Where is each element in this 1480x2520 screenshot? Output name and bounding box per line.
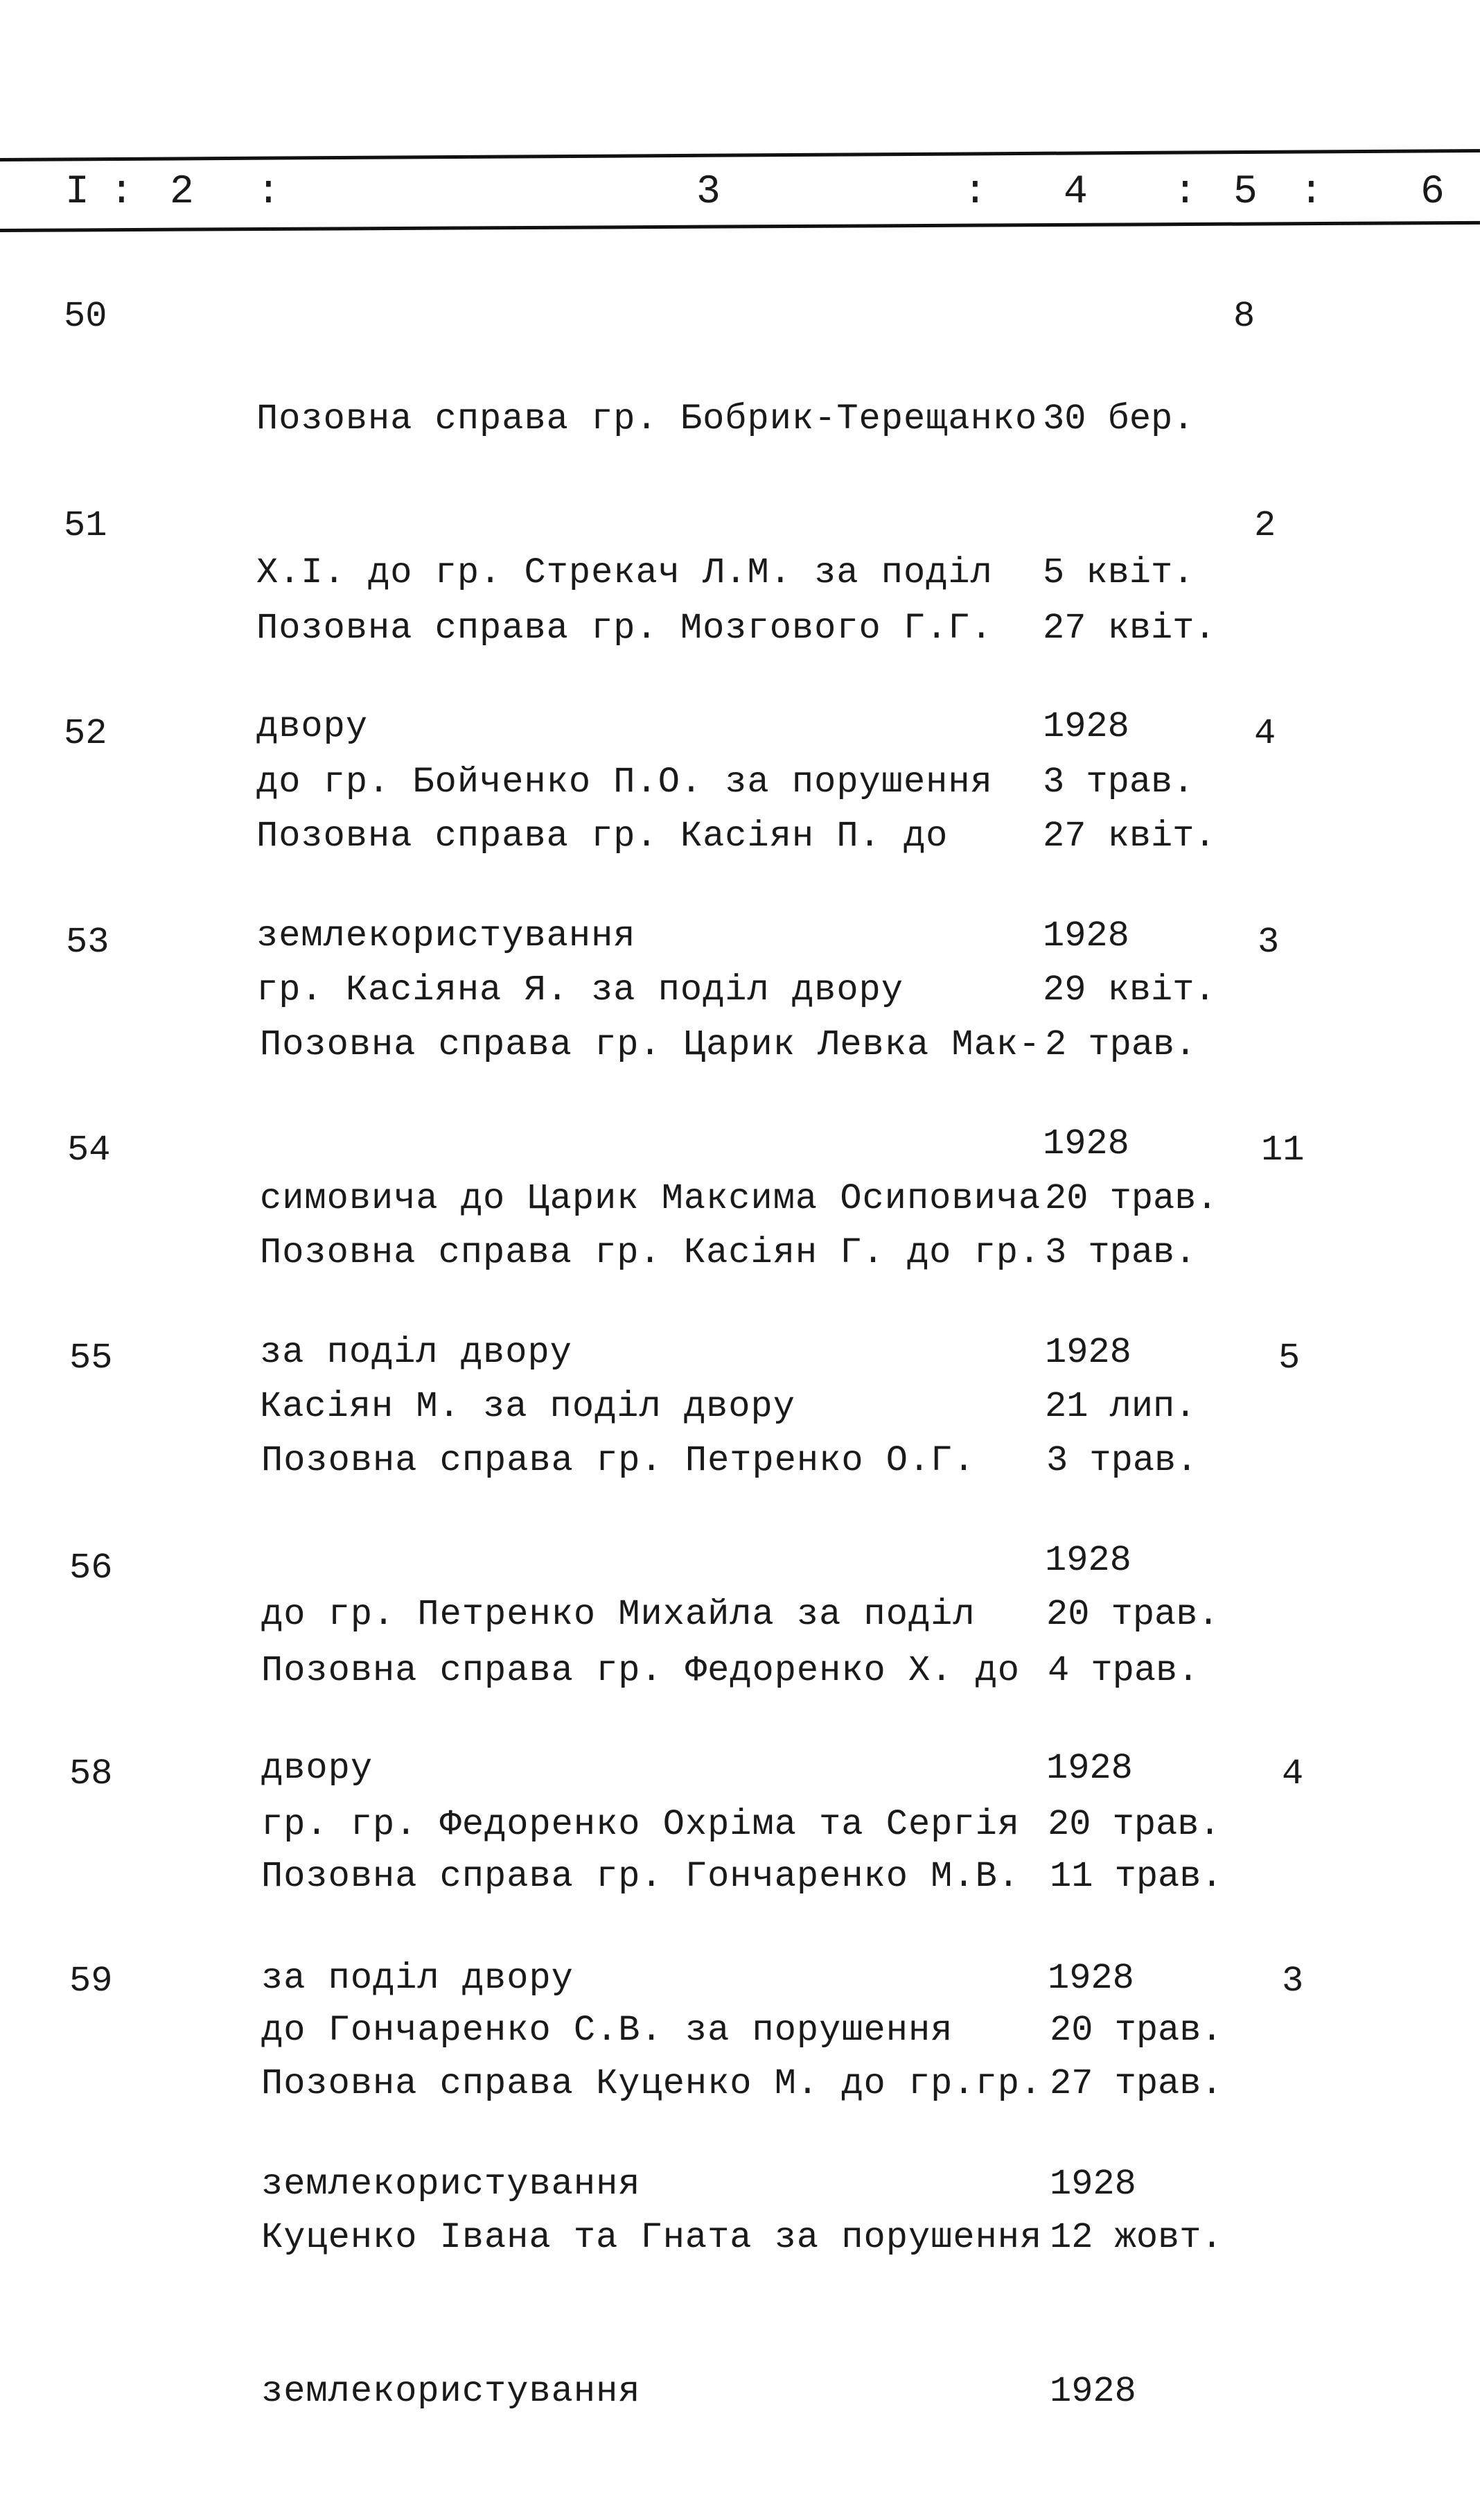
end-date: 20 трав.: [1045, 1178, 1218, 1219]
case-number: 53: [66, 922, 109, 963]
description-line: гр. гр. Федоренко Охріма та Сергія: [261, 1804, 1020, 1845]
description-line: Позовна справа гр. Касіян Г. до гр.: [260, 1232, 1041, 1273]
description-line: до Гончаренко С.В. за порушення: [261, 2010, 953, 2051]
start-date: 2 трав.: [1045, 1024, 1197, 1065]
case-number: 50: [64, 296, 107, 337]
description-line: Позовна справа гр. Царик Левка Мак-: [260, 1024, 1041, 1065]
start-date: 27 квіт.: [1043, 608, 1216, 649]
description-line: симовича до Царик Максима Осиповича: [260, 1178, 1041, 1219]
column-header-6: 6: [1420, 170, 1445, 215]
start-date: 11 трав.: [1050, 1856, 1223, 1897]
description-line: Куценко Івана та Гната за порушення: [261, 2217, 1043, 2258]
column-header-4: 4: [1064, 170, 1088, 215]
description-line: Касіян М. за поділ двору: [260, 1386, 795, 1427]
column-separator: :: [109, 170, 134, 215]
year: 1928: [1046, 1748, 1133, 1789]
description-line: землекористування: [256, 916, 636, 956]
column-separator: :: [1299, 170, 1323, 215]
case-number: 51: [64, 505, 107, 546]
description-line: двору: [256, 706, 369, 747]
year: 1928: [1045, 1332, 1131, 1373]
end-date: 20 трав.: [1048, 1804, 1221, 1845]
column-header-1: I: [65, 170, 89, 215]
description-line: до гр. Петренко Михайла за поділ: [261, 1594, 976, 1635]
description-line: до гр. Бойченко П.О. за порушення: [256, 762, 993, 803]
end-date: 12 жовт.: [1050, 2217, 1223, 2258]
start-date: 3 трав.: [1045, 1232, 1197, 1273]
end-date: 29 квіт.: [1043, 970, 1216, 1010]
column-header-3: 3: [696, 170, 721, 215]
case-description: [261, 1956, 1042, 2520]
year: 1928: [1048, 1958, 1134, 1999]
year: 1928: [1043, 706, 1129, 747]
year: 1928: [1043, 1123, 1129, 1164]
end-date: 20 трав.: [1050, 2010, 1223, 2051]
description-line: за поділ двору: [260, 1332, 572, 1373]
sheet-count: 11: [1261, 1130, 1305, 1171]
description-line: за поділ двору: [261, 1958, 574, 1999]
case-number: 55: [69, 1338, 113, 1379]
column-header-2: 2: [170, 170, 194, 215]
sheet-count: 4: [1282, 1753, 1304, 1794]
sheet-count: 8: [1233, 296, 1256, 337]
sheet-count: 5: [1278, 1338, 1301, 1379]
start-date: 27 квіт.: [1043, 816, 1216, 857]
column-separator: :: [1173, 170, 1197, 215]
column-separator: :: [256, 170, 281, 215]
end-date: 20 трав.: [1046, 1594, 1219, 1635]
year: 1928: [1050, 2164, 1136, 2205]
description-line: Позовна справа гр. Касіян П. до: [256, 816, 949, 857]
description-line: землекористування: [261, 2371, 641, 2412]
description-line: Х.І. до гр. Стрекач Л.М. за поділ: [256, 552, 993, 593]
end-date: 5 квіт.: [1043, 552, 1195, 593]
year: 1928: [1043, 916, 1129, 956]
year: 1928: [1050, 2371, 1136, 2412]
description-line: гр. Касіяна Я. за поділ двору: [256, 970, 904, 1010]
case-number: 56: [69, 1548, 113, 1589]
start-date: 30 бер.: [1043, 399, 1195, 439]
year: 1928: [1045, 1540, 1131, 1581]
description-line: Позовна справа гр. Гончаренко М.В.: [261, 1856, 1020, 1897]
case-number: 59: [69, 1961, 113, 2002]
start-date: 4 трав.: [1048, 1650, 1199, 1691]
description-line: Позовна справа Куценко М. до гр.гр.: [261, 2063, 1043, 2104]
header-bottom-rule: [0, 221, 1480, 232]
case-number: 58: [69, 1753, 113, 1794]
sheet-count: 4: [1254, 713, 1276, 754]
sheet-count: 3: [1282, 1961, 1304, 2002]
sheet-count: 3: [1258, 922, 1280, 963]
end-date: 21 лип.: [1045, 1386, 1197, 1427]
description-line: двору: [261, 1748, 373, 1789]
description-line: Позовна справа гр. Бобрик-Терещанко: [256, 399, 1038, 439]
header-top-rule: [0, 149, 1480, 161]
column-separator: :: [963, 170, 987, 215]
case-number: 54: [67, 1130, 111, 1171]
sheet-count: 2: [1254, 505, 1276, 546]
description-line: землекористування: [261, 2164, 641, 2205]
column-header-5: 5: [1233, 170, 1258, 215]
end-date: 3 трав.: [1043, 762, 1195, 803]
description-line: Позовна справа гр. Федоренко Х. до: [261, 1650, 1020, 1691]
start-date: 3 трав.: [1046, 1440, 1198, 1481]
description-line: Позовна справа гр. Петренко О.Г.: [261, 1440, 976, 1481]
case-number: 52: [64, 713, 107, 754]
case-dates: [1050, 1956, 1223, 2520]
start-date: 27 трав.: [1050, 2063, 1223, 2104]
description-line: Позовна справа гр. Мозгового Г.Г.: [256, 608, 993, 649]
